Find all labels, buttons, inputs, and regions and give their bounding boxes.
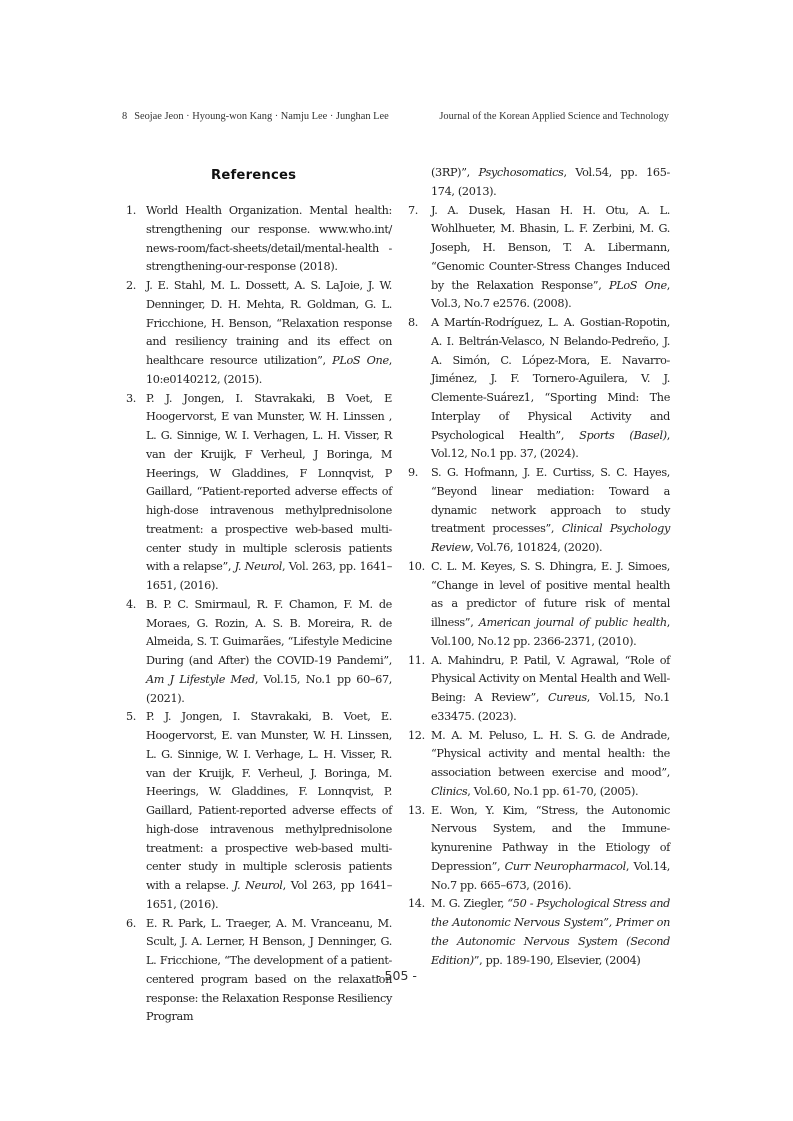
journal-name: “50 - Psychological Stress and the Autonomic Nervous System”, Primer on the Autonomic Nervous System (Second Edition) xyxy=(431,897,670,967)
reference-item: 11. A. Mahindru, P. Patil, V. Agrawal, “Role of Physical Activity on Mental Health and Well-Being: A Review”, Cureus, Vol.15, No.1 e33475. (2023). xyxy=(408,653,670,723)
references-right-list xyxy=(408,202,670,971)
reference-item: 3. P. J. Jongen, I. Stavrakaki, B Voet, E Hoogervorst, E van Munster, W. H. Linssen , L. G. Sinnige, W. I. Verhagen, L. H. Visser, R van der Kruijk, F Verheul, J Boringa, M Heerings, W Gladdines, F Lonnqvist, P Gaillard, “Patient-reported adverse effects of high-dose intravenous methylprednisolone treatment: a prospective web-based multi-center study in multiple sclerosis patients with a relapse”, J. Neurol, Vol. 263, pp. 1641–1651, (2016). xyxy=(126,391,393,592)
reference-item: 14. M. G. Ziegler, “50 - Psychological Stress and the Autonomic Nervous System”, Primer on the Autonomic Nervous System (Second Edition)”, pp. 189-190, Elsevier, (2004) xyxy=(408,897,670,967)
reference-number: 11. xyxy=(408,653,425,667)
reference-6-continuation: (3RP)”, Psychosomatics, Vol.54, pp. 165-174, (2013). xyxy=(431,166,670,198)
header-journal: Journal of the Korean Applied Science and Technology xyxy=(439,111,669,122)
page-footer: - 505 - xyxy=(376,968,417,983)
reference-number: 3. xyxy=(126,391,137,405)
journal-name: Sports (Basel) xyxy=(579,428,667,442)
reference-number: 8. xyxy=(408,316,419,329)
reference-item: 13. E. Won, Y. Kim, “Stress, the Autonomic Nervous System, and the Immune-kynurenine Pathway in the Etiology of Depression”, Curr Neuropharmacol, Vol.14, No.7 pp. 665–673, (2016). xyxy=(408,803,670,892)
journal-name: Psychosomatics xyxy=(478,166,564,179)
reference-number: 9. xyxy=(408,466,419,479)
journal-name: Clinical Psychology Review xyxy=(431,522,670,554)
reference-number: 4. xyxy=(126,597,137,611)
reference-item: 4. B. P. C. Smirmaul, R. F. Chamon, F. M. de Moraes, G. Rozin, A. S. B. Moreira, R. de Almeida, S. T. Guimarães, “Lifestyle Medicine During (and After) the COVID-19 Pandemi”, Am J Lifestyle Med, Vol.15, No.1 pp 60–67, (2021). xyxy=(126,597,392,705)
reference-number: 10. xyxy=(408,559,425,573)
journal-name: Clinics xyxy=(431,784,468,798)
journal-name: Cureus xyxy=(547,691,587,704)
reference-number: 13. xyxy=(408,803,425,817)
reference-number: 2. xyxy=(126,279,137,292)
reference-number: 1. xyxy=(126,204,137,217)
journal-name: J. Neurol xyxy=(234,560,283,574)
running-header-left xyxy=(122,111,389,122)
reference-item: 1. World Health Organization. Mental health: strengthening our response. www.who.int/ news-room/fact-sheets/detail/mental-health -strengthening-our-response (2018). xyxy=(126,204,392,274)
reference-item: 12. M. A. M. Peluso, L. H. S. G. de Andrade, “Physical activity and mental health: the association between exercise and mood”, Clinics, Vol.60, No.1 pp. 61-70, (2005). xyxy=(408,728,670,798)
reference-number: 7. xyxy=(408,203,419,217)
journal-name: Curr Neuropharmacol xyxy=(504,859,626,873)
journal-name: J. Neurol xyxy=(233,879,283,892)
reference-item: 9. S. G. Hofmann, J. E. Curtiss, S. C. Hayes, “Beyond linear mediation: Toward a dynamic network approach to study treatment processes”, Clinical Psychology Review, Vol.76, 101824, (2020). xyxy=(408,466,670,554)
references-left-column xyxy=(126,202,392,1027)
reference-item: 5. P. J. Jongen, I. Stavrakaki, B. Voet, E. Hoogervorst, E. van Munster, W. H. Linssen, L. G. Sinnige, W. I. Verhage, L. H. Visser, R. van der Kruijk, F. Verheul, J. Boringa, M. Heerings, W. Gladdines, F. Lonnqvist, P. Gaillard, Patient-reported adverse effects of high-dose intravenous methylprednisolone treatment: a prospective web-based multi-center study in multiple sclerosis patients with a relapse. J. Neurol, Vol 263, pp 1641–1651, (2016). xyxy=(126,710,392,911)
journal-name: Am J Lifestyle Med xyxy=(146,672,255,686)
references-heading: References xyxy=(211,168,297,183)
reference-item: 2. J. E. Stahl, M. L. Dossett, A. S. LaJoie, J. W. Denninger, D. H. Mehta, R. Goldman, G. L. Fricchione, H. Benson, “Relaxation response and resiliency training and its effect on healthcare resource utilization”, PLoS One, 10:e0140212, (2015). xyxy=(126,279,392,386)
reference-number: 6. xyxy=(126,916,137,930)
journal-name: PLoS One xyxy=(332,354,389,367)
reference-number: 14. xyxy=(408,897,425,911)
journal-name: American journal of public health xyxy=(478,616,667,629)
references-right-column xyxy=(408,164,670,970)
reference-item: 7. J. A. Dusek, Hasan H. H. Otu, A. L. Wohlhueter, M. Bhasin, L. F. Zerbini, M. G. Joseph, H. Benson, T. A. Libermann, “Genomic Counter-Stress Changes Induced by the Relaxation Response”, PLoS One, Vol.3, No.7 e2576. (2008). xyxy=(408,203,670,311)
journal-name: PLoS One xyxy=(609,278,667,292)
reference-number: 5. xyxy=(126,710,137,724)
header-authors: Seojae Jeon · Hyoung-won Kang · Namju Lee · Junghan Lee xyxy=(134,111,389,122)
reference-item: 6. E. R. Park, L. Traeger, A. M. Vranceanu, M. Scult, J. A. Lerner, H Benson, J Denninger, G. L. Fricchione, “The development of a patient-centered program based on the relaxation response: the Relaxation Response Resiliency Program xyxy=(126,916,393,1024)
reference-item: 10. C. L. M. Keyes, S. S. Dhingra, E. J. Simoes, “Change in level of positive mental health as a predictor of future risk of mental illness”, American journal of public health, Vol.100, No.12 pp. 2366-2371, (2010). xyxy=(408,559,670,648)
header-page-number: 8 xyxy=(122,111,128,122)
reference-item: 8. A Martín-Rodríguez, L. A. Gostian-Ropotin, A. I. Beltrán-Velasco, N Belando-Pedreño, J. A. Simón, C. López-Mora, E. Navarro-Jiménez, J. F. Tornero-Aguilera, V. J. Clemente-Suárez1, “Sporting Mind: The Interplay of Physical Activity and Psychological Health”, Sports (Basel), Vol.12, No.1 pp. 37, (2024). xyxy=(408,316,670,461)
reference-number: 12. xyxy=(408,728,425,742)
